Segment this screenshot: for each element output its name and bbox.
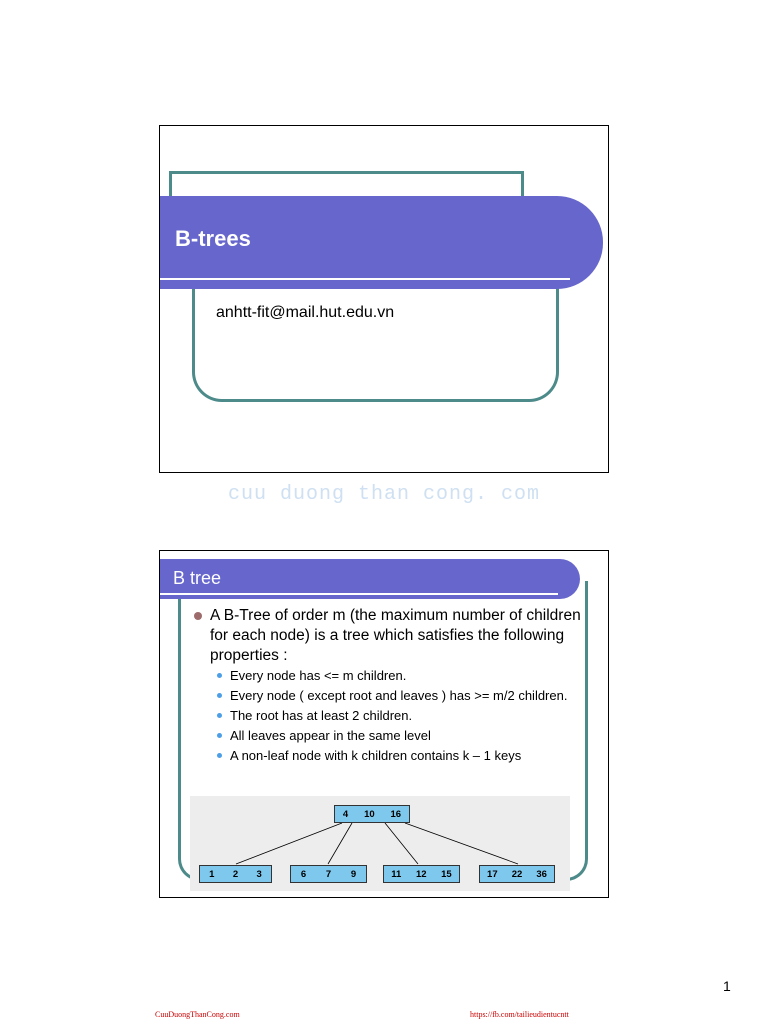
watermark: cuu duong than cong. com [228,483,541,506]
sub-bullet-text: All leaves appear in the same level [230,728,431,743]
btree-leaf-node [290,865,367,883]
node-key: 15 [441,868,452,880]
sub-bullet-text: The root has at least 2 children. [230,708,413,723]
page-number: 1 [723,978,731,994]
slide-title: B-trees [175,226,251,251]
node-key: 4 [342,808,349,820]
node-key: 36 [536,868,547,880]
btree-edge [405,823,518,864]
node-key: 12 [415,868,427,880]
author-email: anhtt-fit@mail.hut.edu.vn [216,304,395,321]
btree-leaf-node [479,865,555,883]
footer-right-link[interactable]: https://fb.com/tailieudientucntt [470,1010,569,1019]
slide-1 [159,125,609,473]
node-key: 11 [391,868,402,880]
slide-2 [159,550,609,898]
decorative-frame-bottom [192,276,559,402]
node-key: 1 [209,868,215,880]
node-key: 2 [232,868,239,880]
btree-edge [328,823,352,864]
node-key: 10 [364,808,375,820]
node-key: 16 [390,808,402,820]
btree-root-node [334,805,410,823]
node-key: 9 [350,868,357,880]
node-key: 3 [256,868,262,880]
btree-edges [160,551,609,898]
bullet-main-text: A B-Tree of order m (the maximum number of children for each node) is a tree which satisfies the following properties : [210,607,581,664]
sub-bullet-text: Every node has <= m children. [230,668,407,683]
footer-left-link[interactable]: CuuDuongThanCong.com [155,1010,240,1019]
node-key: 6 [300,868,307,880]
node-key: 22 [511,868,523,880]
btree-edge [236,823,342,864]
node-key: 17 [487,868,498,880]
slide-title: B tree [173,568,222,588]
sub-bullet-text: A non-leaf node with k children contains k – 1 keys [230,748,522,763]
btree-edge [385,823,418,864]
btree-leaf-node [383,865,460,883]
title-underline [160,278,570,280]
sub-bullet-text: Every node ( except root and leaves ) has >= m/2 children. [230,688,568,703]
node-key: 7 [325,868,332,880]
btree-leaf-node [199,865,272,883]
